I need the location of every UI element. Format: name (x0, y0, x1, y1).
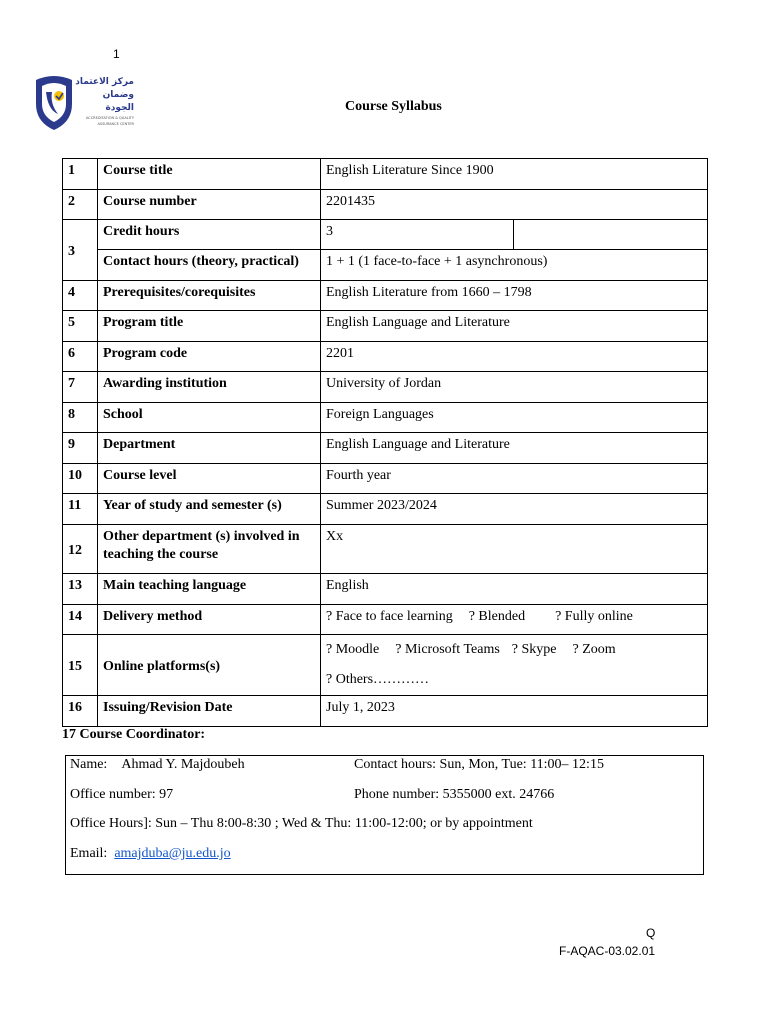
office-number: Office number: 97 (70, 787, 174, 802)
phone-number: Phone number: 5355000 ext. 24766 (354, 787, 555, 802)
table-row (63, 696, 708, 727)
email-label: Email: (70, 846, 108, 861)
row-label: Department (98, 433, 321, 464)
row-label: Program title (98, 311, 321, 342)
row-label: Awarding institution (98, 372, 321, 403)
table-row (63, 464, 708, 494)
form-code: F-AQAC-03.02.01 (559, 944, 656, 958)
row-value: English Literature from 1660 – 1798 (321, 281, 708, 311)
table-row (63, 190, 708, 220)
row-number: 1 (63, 159, 98, 190)
table-row (63, 159, 708, 190)
row-value: 2201 (321, 342, 708, 372)
row-number: 5 (63, 311, 98, 342)
empty-cell (514, 220, 708, 250)
row-number: 2 (63, 190, 98, 220)
coordinator-box (65, 755, 704, 875)
page-title: Course Syllabus (345, 99, 442, 114)
row-label: Course title (98, 159, 321, 190)
table-row (63, 494, 708, 525)
coordinator-name-line (70, 757, 245, 773)
row-label: Delivery method (98, 605, 321, 635)
coordinator-name: Ahmad Y. Majdoubeh (121, 757, 245, 772)
row-number: 13 (63, 574, 98, 605)
row-value: 3 (321, 220, 514, 250)
row-value: English (321, 574, 708, 605)
row-value: 2201435 (321, 190, 708, 220)
email-line (70, 846, 231, 862)
row-value: 1 + 1 (1 face-to-face + 1 asynchronous) (321, 250, 708, 281)
platform-options (321, 635, 708, 696)
logo-line-2: وضمان الجودة (102, 90, 134, 113)
delivery-options (321, 605, 708, 635)
row-value: Summer 2023/2024 (321, 494, 708, 525)
row-number: 7 (63, 372, 98, 403)
row-value: Fourth year (321, 464, 708, 494)
table-row (63, 403, 708, 433)
row-number: 8 (63, 403, 98, 433)
logo-text (74, 76, 134, 127)
row-value: Foreign Languages (321, 403, 708, 433)
coordinator-heading: 17 Course Coordinator: (62, 727, 206, 742)
email-link[interactable]: amajduba@ju.edu.jo (114, 846, 231, 861)
table-row (63, 281, 708, 311)
row-value: English Literature Since 1900 (321, 159, 708, 190)
row-value: University of Jordan (321, 372, 708, 403)
row-label: Prerequisites/corequisites (98, 281, 321, 311)
row-label: Program code (98, 342, 321, 372)
row-number: 4 (63, 281, 98, 311)
row-label: Other department (s) involved in teaching the course (98, 525, 321, 574)
row-number: 3 (63, 220, 98, 281)
table-row (63, 433, 708, 464)
row-value: English Language and Literature (321, 311, 708, 342)
row-label: Course level (98, 464, 321, 494)
row-label: Course number (98, 190, 321, 220)
row-number: 15 (63, 635, 98, 696)
option-others[interactable]: ? Others………… (326, 672, 430, 687)
course-info-table (62, 158, 708, 727)
row-number: 11 (63, 494, 98, 525)
footer-mark: Q (646, 926, 656, 940)
row-label: Main teaching language (98, 574, 321, 605)
accreditation-logo (32, 74, 136, 134)
shield-icon (32, 74, 76, 132)
row-label: Issuing/Revision Date (98, 696, 321, 727)
row-number: 16 (63, 696, 98, 727)
table-row (63, 525, 708, 574)
table-row (63, 342, 708, 372)
row-number: 10 (63, 464, 98, 494)
option-microsoft-teams[interactable]: ? Microsoft Teams (395, 642, 500, 657)
option-face-to-face[interactable]: ? Face to face learning (326, 609, 453, 624)
row-label: Online platforms(s) (98, 635, 321, 696)
table-row (63, 220, 708, 250)
page-number: 1 (113, 47, 120, 61)
table-row (63, 372, 708, 403)
row-label: Contact hours (theory, practical) (98, 250, 321, 281)
row-number: 14 (63, 605, 98, 635)
table-row (63, 250, 708, 281)
row-label: School (98, 403, 321, 433)
row-value: English Language and Literature (321, 433, 708, 464)
row-label: Year of study and semester (s) (98, 494, 321, 525)
table-row (63, 574, 708, 605)
row-number: 9 (63, 433, 98, 464)
row-label: Credit hours (98, 220, 321, 250)
table-row (63, 311, 708, 342)
option-skype[interactable]: ? Skype (511, 642, 557, 657)
option-blended[interactable]: ? Blended (468, 609, 526, 624)
office-hours: Office Hours]: Sun – Thu 8:00-8:30 ; Wed & Thu: 11:00-12:00; or by appointment (70, 816, 533, 831)
row-number: 12 (63, 525, 98, 574)
logo-caption: ACCREDITATION & QUALITY ASSURANCE CENTER (85, 116, 134, 126)
option-zoom[interactable]: ? Zoom (572, 642, 616, 657)
row-value: Xx (321, 525, 708, 574)
logo-line-1: مركز الاعتماد (75, 77, 134, 87)
contact-hours: Contact hours: Sun, Mon, Tue: 11:00– 12:15 (354, 757, 604, 772)
name-label: Name: (70, 757, 108, 772)
table-row (63, 635, 708, 696)
row-value: July 1, 2023 (321, 696, 708, 727)
table-row (63, 605, 708, 635)
row-number: 6 (63, 342, 98, 372)
option-fully-online[interactable]: ? Fully online (555, 609, 633, 624)
option-moodle[interactable]: ? Moodle (326, 642, 380, 657)
